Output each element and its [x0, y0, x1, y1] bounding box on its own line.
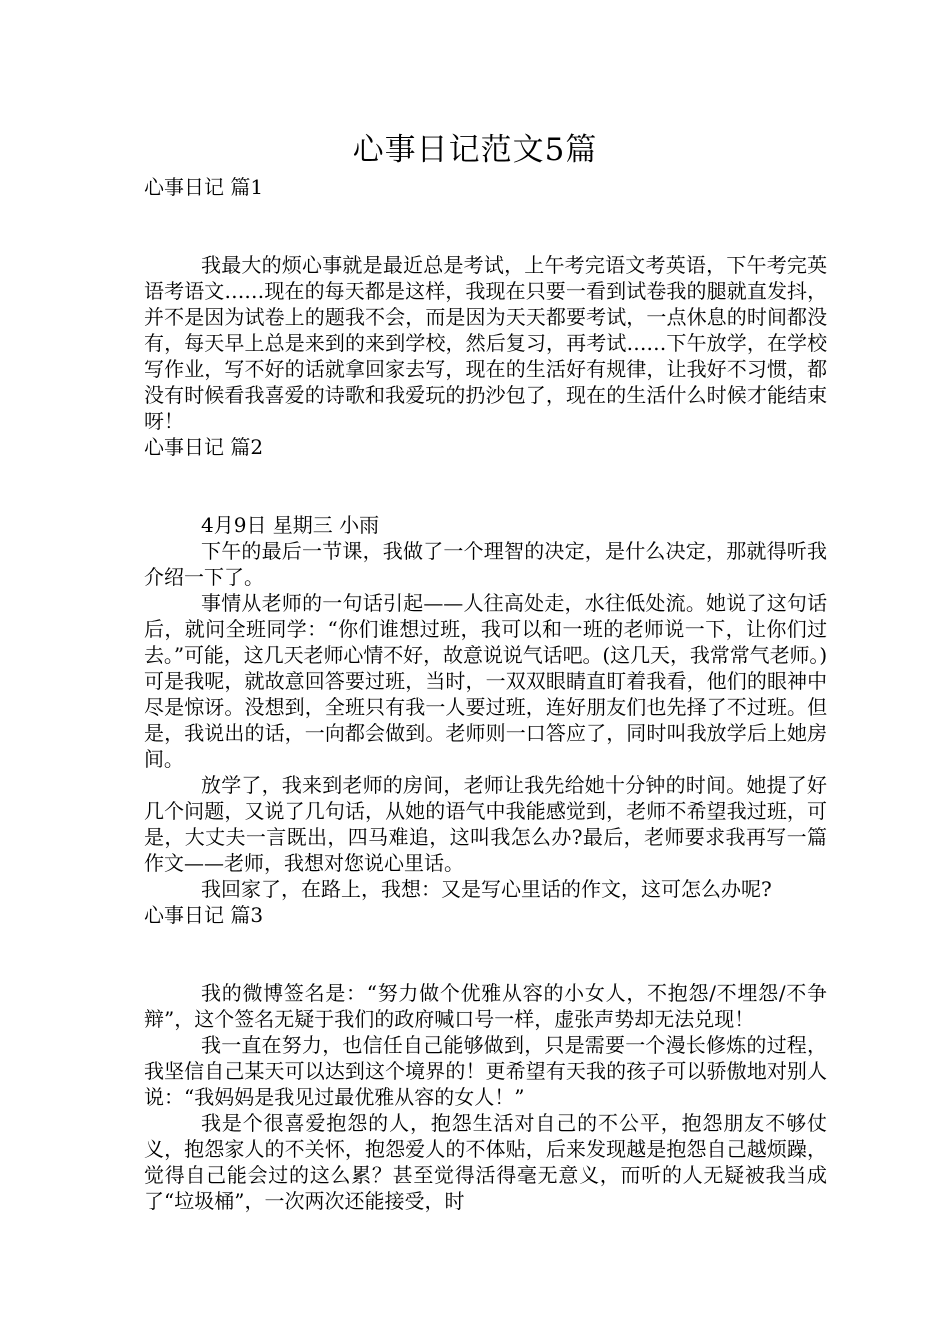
- document-title: 心事日记范文5篇: [352, 132, 598, 168]
- section-heading-2: 心事日记 篇2: [144, 435, 264, 459]
- paragraph: 下午的最后一节课，我做了一个理智的决定，是什么决定，那就得听我介绍一下了。: [144, 539, 827, 589]
- section-spacer: [144, 460, 827, 512]
- paragraph: 放学了，我来到老师的房间，老师让我先给她十分钟的时间。她提了好几个问题，又说了几句话，从她的语气中我能感觉到，老师不希望我过班，可是，大丈夫一言既出，四马难追，这叫我怎么办?最后，老师要求我再写一篇作文——老师，我想对您说心里话。: [144, 773, 827, 875]
- section-spacer: [144, 928, 827, 980]
- paragraph: 我最大的烦心事就是最近总是考试，上午考完语文考英语，下午考完英语考语文……现在的每天都是这样，我现在只要一看到试卷我的腿就直发抖，并不是因为试卷上的题我不会，而是因为天天都要考试，一点休息的时间都没有，每天早上总是来到的来到学校，然后复习，再考试……下午放学，在学校写作业，写不好的话就拿回家去写，现在的生活好有规律，让我好不习惯，都没有时候看我喜爱的诗歌和我爱玩的扔沙包了，现在的生活什么时候才能结束呀！: [144, 253, 827, 433]
- paragraph: 我回家了，在路上，我想：又是写心里话的作文，这可怎么办呢?: [201, 877, 772, 901]
- paragraph: 我一直在努力，也信任自己能够做到，只是需要一个漫长修炼的过程，我坚信自己某天可以达到这个境界的！更希望有天我的孩子可以骄傲地对别人说：“我妈妈是我见过最优雅从容的女人！”: [144, 1033, 827, 1109]
- section-heading-3: 心事日记 篇3: [144, 903, 264, 927]
- section-spacer: [144, 200, 827, 252]
- document-body: [144, 174, 827, 1214]
- paragraph: 事情从老师的一句话引起——人往高处走，水往低处流。她说了这句话后，就问全班同学：“你们谁想过班，我可以和一班的老师说一下，让你们过去。”可能，这几天老师心情不好，故意说说气话吧。(这几天，我常常气老师。)可是我呢，就故意回答要过班，当时，一双双眼睛直盯着我看，他们的眼神中尽是惊讶。没想到，全班只有我一人要过班，连好朋友们也先择了不过班。但是，我说出的话，一向都会做到。老师则一口答应了，同时叫我放学后上她房间。: [144, 591, 827, 771]
- diary-date-line: 4月9日 星期三 小雨: [201, 513, 380, 537]
- paragraph: 我的微博签名是：“努力做个优雅从容的小女人，不抱怨/不埋怨/不争辩”，这个签名无疑于我们的政府喊口号一样，虚张声势却无法兑现！: [144, 981, 827, 1031]
- section-heading-1: 心事日记 篇1: [144, 175, 264, 199]
- paragraph: 我是个很喜爱抱怨的人，抱怨生活对自己的不公平，抱怨朋友不够仗义，抱怨家人的不关怀，抱怨爱人的不体贴，后来发现越是抱怨自己越烦躁，觉得自己能会过的这么累？甚至觉得活得毫无意义，而听的人无疑被我当成了“垃圾桶”，一次两次还能接受，时: [144, 1111, 827, 1213]
